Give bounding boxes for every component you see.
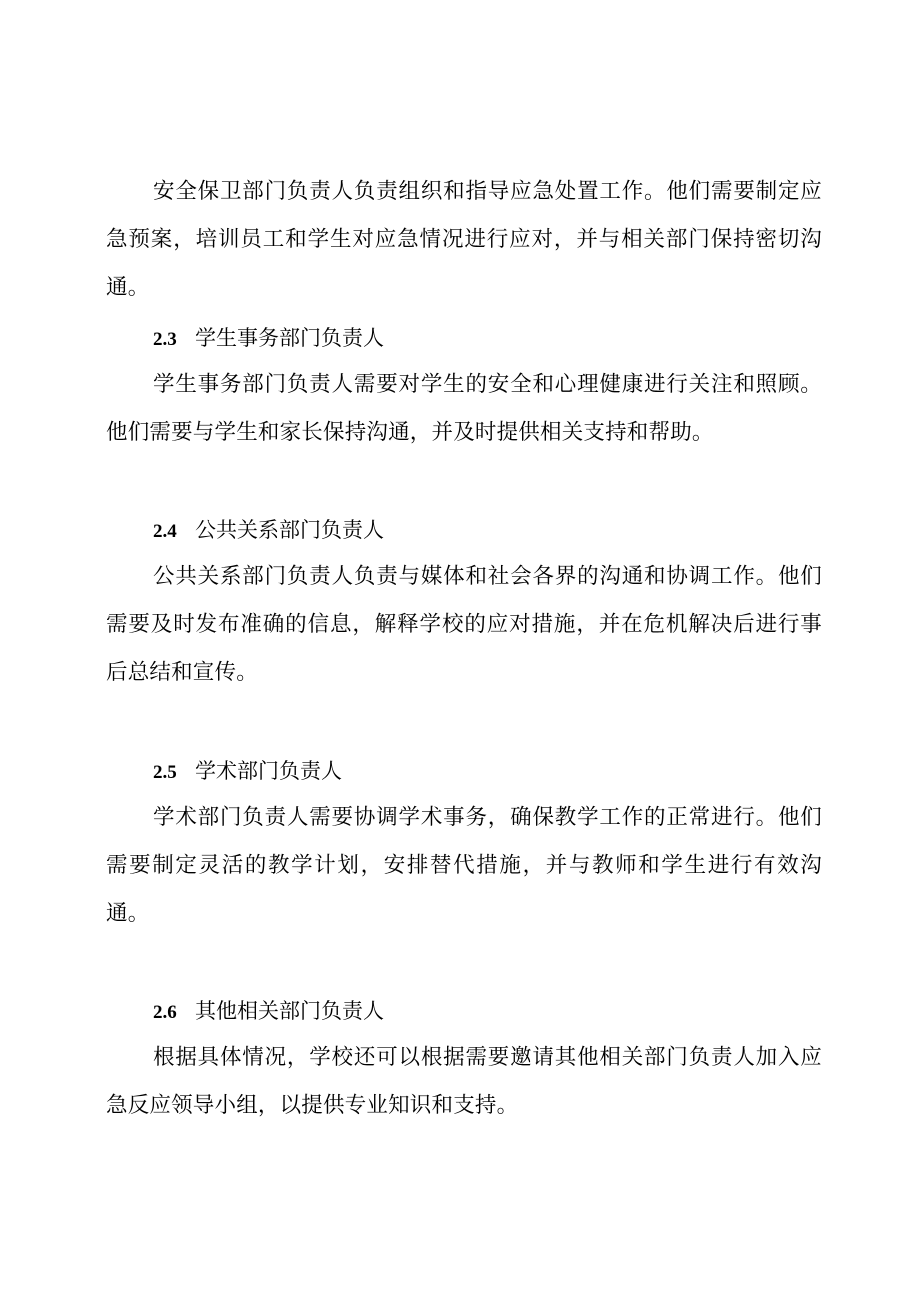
paragraph-other-departments: 根据具体情况，学校还可以根据需要邀请其他相关部门负责人加入应急反应领导小组，以提供专业知识和支持。: [106, 1045, 822, 1118]
section-title: 学术部门负责人: [195, 759, 342, 783]
paragraph-security: 安全保卫部门负责人负责组织和指导应急处置工作。他们需要制定应急预案，培训员工和学生对应急情况进行应对，并与相关部门保持密切沟通。: [106, 179, 822, 300]
section-heading-2-6: [153, 996, 384, 1028]
section-number: 2.3: [153, 329, 177, 350]
section-title: 其他相关部门负责人: [195, 999, 384, 1023]
section-title: 学生事务部门负责人: [195, 326, 384, 350]
paragraph-student-affairs: 学生事务部门负责人需要对学生的安全和心理健康进行关注和照顾。他们需要与学生和家长保持沟通，并及时提供相关支持和帮助。: [106, 372, 822, 445]
paragraph-academic: 学术部门负责人需要协调学术事务，确保教学工作的正常进行。他们需要制定灵活的教学计划，安排替代措施，并与教师和学生进行有效沟通。: [106, 805, 822, 926]
section-number: 2.4: [153, 521, 177, 542]
section-heading-2-3: [153, 323, 384, 355]
section-heading-2-5: [153, 756, 342, 788]
paragraph-public-relations: 公共关系部门负责人负责与媒体和社会各界的沟通和协调工作。他们需要及时发布准确的信息，解释学校的应对措施，并在危机解决后进行事后总结和宣传。: [106, 564, 822, 685]
section-heading-2-4: [153, 515, 384, 547]
section-number: 2.5: [153, 762, 177, 783]
section-title: 公共关系部门负责人: [195, 518, 384, 542]
section-number: 2.6: [153, 1002, 177, 1023]
